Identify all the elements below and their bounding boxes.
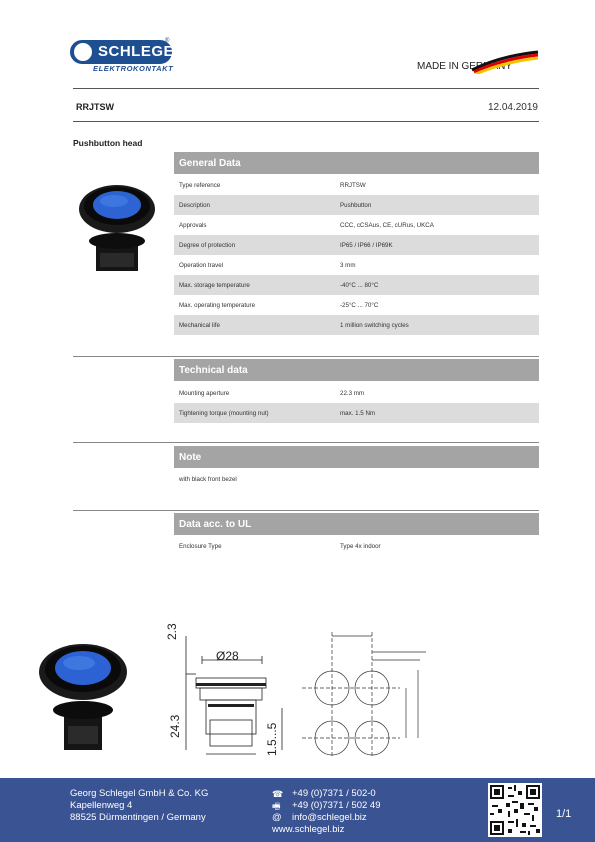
page-number: 1/1 (556, 808, 572, 820)
made-in-label: MADE IN GERMANY (417, 61, 513, 72)
table-row: Max. storage temperature -40°C ... 80°C (174, 275, 539, 295)
product-code: RRJTSW (76, 102, 114, 112)
qr-code-icon[interactable] (488, 783, 542, 837)
company-name: Georg Schlegel GmbH & Co. KG (70, 788, 209, 799)
table-row: Mechanical life 1 million switching cycles (174, 315, 539, 335)
logo-emblem-icon (72, 41, 94, 63)
header-rule-bottom (73, 121, 539, 122)
table-row: Tightening torque (mounting nut) max. 1.5 Nm (174, 403, 539, 423)
document-date: 12.04.2019 (487, 102, 538, 113)
section-header-ul: Data acc. to UL (174, 513, 539, 535)
logo-text: SCHLEGEL (98, 43, 184, 60)
product-photo (74, 181, 160, 277)
table-row: Mounting aperture 22.3 mm (179, 390, 365, 397)
website-link[interactable]: www.schlegel.biz (272, 824, 345, 835)
table-row: Max. operating temperature -25°C ... 70°C (179, 302, 379, 309)
table-row: Enclosure Type Type 4x indoor (179, 543, 381, 550)
registered-mark: ® (165, 38, 170, 44)
email-link[interactable]: info@schlegel.biz (292, 812, 367, 823)
section-header-general: General Data (174, 152, 539, 174)
header-rule (73, 88, 539, 89)
section-header-technical: Technical data (174, 359, 539, 381)
table-row: Type reference RRJTSW (179, 182, 366, 189)
table-row: Approvals CCC, cCSAus, CE, cURus, UKCA (179, 222, 434, 229)
product-photo-large (34, 640, 130, 756)
section-divider (73, 442, 539, 443)
fax-icon: 🖷 (272, 801, 281, 811)
phone-number[interactable]: +49 (0)7371 / 502-0 (292, 788, 376, 799)
phone-icon: ☎ (272, 789, 284, 799)
product-category: Pushbutton head (73, 138, 143, 148)
section-divider (73, 356, 539, 357)
dimension-thread: 1.5...5 (265, 722, 279, 756)
logo-subtitle: ELEKTROKONTAKT (93, 64, 174, 73)
email-icon: @ (272, 812, 282, 823)
section-divider (73, 510, 539, 511)
dimension-diameter: Ø28 (216, 649, 239, 663)
german-flag-swoosh-icon (470, 50, 540, 74)
section-header-note: Note (174, 446, 539, 468)
table-row: Description Pushbutton (174, 195, 539, 215)
fax-number[interactable]: +49 (0)7371 / 502 49 (292, 800, 381, 811)
company-city: 88525 Dürmentingen / Germany (70, 812, 206, 823)
dimension-top: 2.3 (165, 623, 179, 640)
company-street: Kapellenweg 4 (70, 800, 133, 811)
table-row: Operation travel 3 mm (179, 262, 356, 269)
note-text: with black front bezel (179, 476, 237, 483)
table-row: Degree of protection IP65 / IP66 / IP69K (174, 235, 539, 255)
mounting-pattern-drawing (300, 630, 440, 758)
dimension-body: 24.3 (168, 714, 182, 738)
